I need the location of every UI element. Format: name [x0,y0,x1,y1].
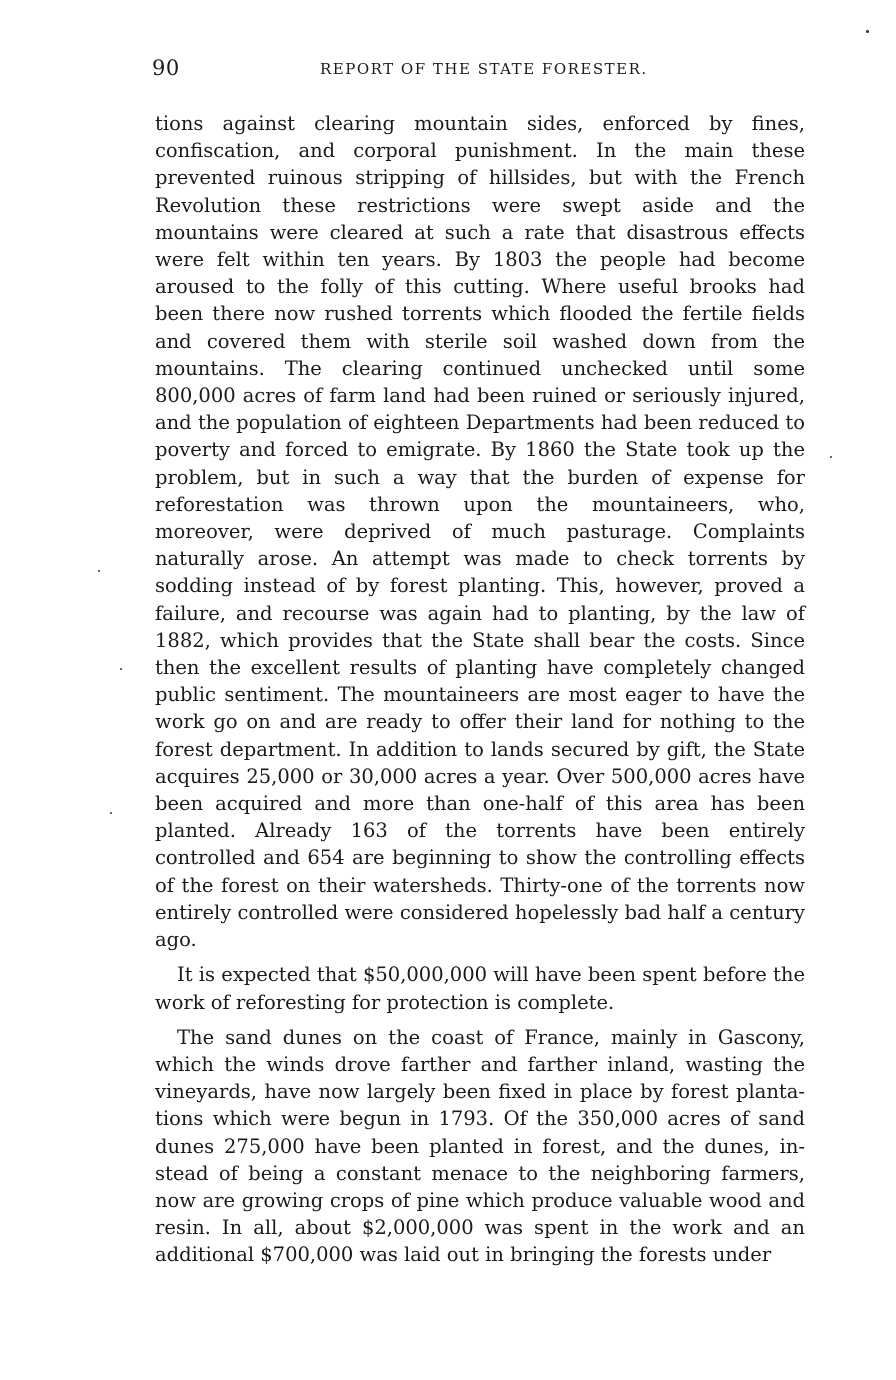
page-number: 90 [152,56,180,80]
running-title: REPORT OF THE STATE FORESTER. [320,60,648,78]
paragraph-sand-dunes: The sand dunes on the coast of France, mainly in Gascony, which the winds drove farther and farther inland, wasting the vineyards, have now largely been fixed in place by forest plantations which were begun in 1793. Of the 350,000 acres of sand dunes 275,000 have been planted in forest, and the dunes, instead of being a constant menace to the neighboring farmers, now are growing crops of pine which produce valuable wood and resin. In all, about $2,000,000 was spent in the work and an additional $700,000 was laid out in bringing the forests under [155,1025,805,1267]
scan-speck [830,456,832,458]
scan-speck [866,30,869,33]
body-text [155,110,805,1277]
scan-speck [98,570,100,572]
paragraph-continuation: tions against clearing mountain sides, enforced by fines, confiscation, and corporal punishment. In the main these prevented ruinous stripping of hillsides, but with the French Revolution these restrictions were swept aside and the mountains were cleared at such a rate that disastrous effects were felt within ten years. By 1803 the people had become aroused to the folly of this cutting. Where useful brooks had been there now rushed torrents which flooded the fertile fields and covered them with sterile soil washed down from the mountains. The clearing continued unchecked until some 800,000 acres of farm land had been ruined or seriously injured, and the population of eighteen Departments had been reduced to poverty and forced to emigrate. By 1860 the State took up the problem, but in such a way that the burden of expense for reforestation was thrown upon the mountaineers, who, moreover, were deprived of much pasturage. Complaints naturally arose. An attempt was made to check torrents by sodding instead of by forest planting. This, however, proved a failure, and recourse was again had to planting, by the law of 1882, which provides that the State shall bear the costs. Since then the excellent results of planting have completely changed public sentiment. The mountaineers are most eager to have the work go on and are ready to offer their land for nothing to the forest department. In addition to lands secured by gift, the State acquires 25,000 or 30,000 acres a year. Over 500,000 acres have been acquired and more than one-half of this area has been planted. Already 163 of the torrents have been entirely controlled and 654 are beginning to show the controlling effects of the forest on their watersheds. Thirty-one of the torrents now entirely controlled were considered hopelessly bad half a century ago. [155,112,805,952]
scan-speck [120,668,122,670]
paragraph-cost-estimate: It is expected that $50,000,000 will have been spent before the work of reforesting for protection is complete. [155,963,805,1014]
scan-speck [110,812,112,814]
